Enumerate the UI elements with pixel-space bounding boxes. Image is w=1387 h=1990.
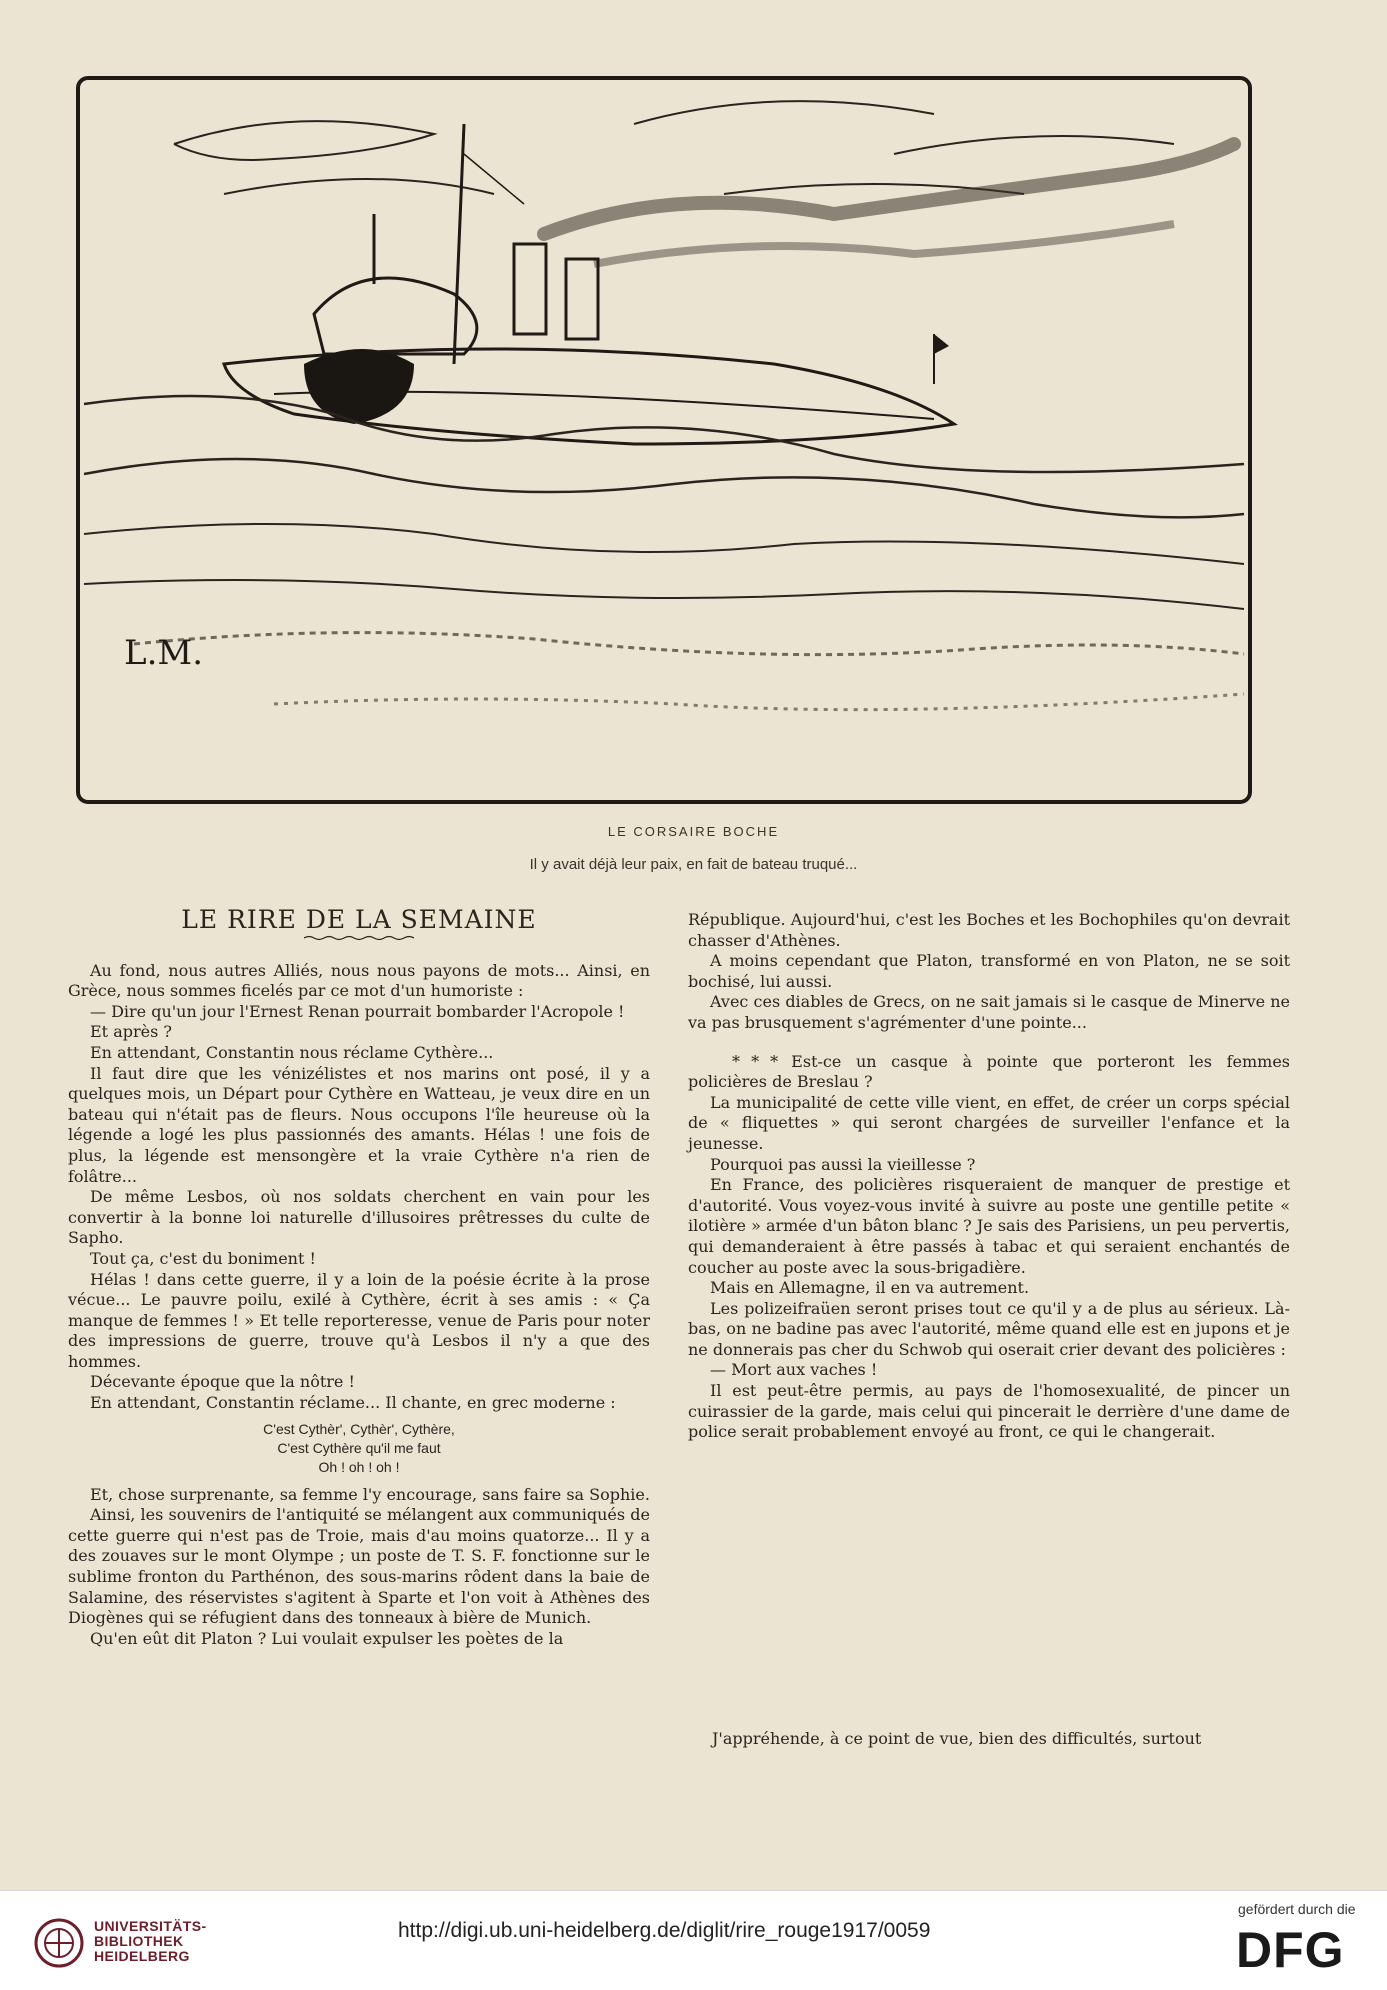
caption-subtitle: Il y avait déjà leur paix, en fait de bateau truqué...	[529, 856, 858, 873]
paragraph: Et, chose surprenante, sa femme l'y encourage, sans faire sa Sophie.	[90, 1484, 650, 1504]
library-name-line: HEIDELBERG	[94, 1948, 190, 1964]
spacer	[688, 1034, 1290, 1052]
article-title: LE RIRE DE LA SEMAINE	[181, 905, 537, 934]
paragraph: Ainsi, les souvenirs de l'antiquité se mélangent aux communiqués de cette guerre qui n'est pas de Troie, mais d'au moins quatorze... Il y a des zouaves sur le mont Olympe ; un poste de T. S. F. fonctionne sur le sublime fronton du Parthénon, des sous-marins rôdent dans la baie de Salamine, des réservistes s'agitent à Sparte et l'on voit à Athènes des Diogènes qui se réfugient dans des tonneaux à bière de Munich.	[68, 1505, 650, 1628]
paragraph: — Dire qu'un jour l'Ernest Renan pourrait bombarder l'Acropole !	[90, 1001, 625, 1021]
paragraph: Décevante époque que la nôtre !	[90, 1372, 355, 1392]
verse-line: C'est Cythèr', Cythèr', Cythère,	[263, 1420, 455, 1437]
paragraph: Pourquoi pas aussi la vieillesse ?	[710, 1154, 976, 1174]
paragraph: Les polizeifraüen seront prises tout ce qu'il y a de plus au sérieux. Là-bas, on ne badine pas avec l'autorité, même quand elle est en jupons et je ne donnerais pas cher du Schwob qui oserait crier devant des policières :	[688, 1298, 1290, 1359]
verse-line: C'est Cythère qu'il me faut	[277, 1439, 441, 1456]
paragraph	[688, 1052, 1290, 1093]
right-column	[688, 910, 1290, 1443]
paragraph: En attendant, Constantin réclame... Il chante, en grec moderne :	[90, 1393, 616, 1413]
paragraph: Avec ces diables de Grecs, on ne sait jamais si le casque de Minerve ne va pas brusquement s'agrémenter d'une pointe...	[688, 992, 1290, 1032]
paragraph: En attendant, Constantin nous réclame Cythère...	[90, 1042, 494, 1062]
paragraph: A moins cependant que Platon, transformé en von Platon, ne se soit bochisé, lui aussi.	[688, 951, 1290, 991]
caption-title: LE CORSAIRE BOCHE	[607, 824, 780, 839]
warship-drawing	[74, 64, 1256, 806]
library-logo[interactable]	[34, 1913, 394, 1973]
paragraph: Hélas ! dans cette guerre, il y a loin de la poésie écrite à la prose vécue... Le pauvre poilu, exilé à Cythère, écrit à ses amis : « Ça manque de femmes ! » Et telle reporteresse, venue de Paris pour noter des impressions de guerre, trouve qu'à Lesbos il n'y a que des hommes.	[68, 1269, 650, 1371]
cartoon-illustration	[74, 64, 1256, 806]
dfg-logo[interactable]: DFG	[1236, 1922, 1345, 1978]
library-name	[94, 1919, 207, 1964]
paragraph: Mais en Allemagne, il en va autrement.	[710, 1278, 1030, 1298]
paragraph: Au fond, nous autres Alliés, nous nous payons de mots... Ainsi, en Grèce, nous sommes ficelés par ce mot d'un humoriste :	[68, 960, 650, 1001]
paragraph: En France, des policières risqueraient de manquer de prestige et d'autorité. Vous voyez-vous invité à suivre au poste une gentille petite « ilotière » armée d'un bâton blanc ? Je sais des Parisiens, un peu pervertis, qui demanderaient à être passés à tabac et qui seraient enchantés de coucher au poste avec la sous-brigadière.	[688, 1175, 1290, 1277]
paragraph: Qu'en eût dit Platon ? Lui voulait expulser les poètes de la	[90, 1628, 564, 1648]
artist-signature: L.M.	[124, 633, 204, 673]
paragraph: Il faut dire que les vénizélistes et nos marins ont posé, il y a quelques mois, un Départ pour Cythère en Watteau, je veux dire en un bateau qui n'était pas de fleurs. Nous occupons l'île heureuse où la légende a logé les plus passionnés des amants. Hélas ! une fois de plus, la légende est mensongère et la vraie Cythère n'a rien de folâtre...	[68, 1063, 650, 1186]
section-stars: * * *	[732, 1051, 782, 1071]
title-ornament	[304, 935, 414, 941]
footer-bar	[0, 1890, 1387, 1990]
left-column	[68, 905, 650, 1649]
paragraph: De même Lesbos, où nos soldats cherchent en vain pour les convertir à la bonne loi naturelle d'illusoires prêtresses du culte de Sapho.	[68, 1187, 650, 1248]
library-name-line: BIBLIOTHEK	[94, 1933, 184, 1949]
source-url-link[interactable]: http://digi.ub.uni-heidelberg.de/diglit/rire_rouge1917/0059	[398, 1919, 931, 1942]
paragraph: La municipalité de cette ville vient, en effet, de créer un corps spécial de « fliquettes » qui seront chargées de surveiller l'enfance et la jeunesse.	[688, 1092, 1290, 1153]
paragraph: Tout ça, c'est du boniment !	[90, 1248, 316, 1268]
continued-line: J'appréhende, à ce point de vue, bien des difficultés, surtout	[712, 1729, 1202, 1748]
paragraph: Et après ?	[90, 1022, 172, 1042]
paragraph: — Mort aux vaches !	[710, 1360, 878, 1380]
verse-line: Oh ! oh ! oh !	[318, 1458, 400, 1475]
paragraph: Il est peut-être permis, au pays de l'homosexualité, de pincer un cuirassier de la garde, mais celui qui pincerait le derrière d'une dame de police serait probablement envoyé au front, ce qui le changerait.	[688, 1381, 1290, 1442]
funded-by-label: gefördert durch die	[1238, 1901, 1356, 1917]
paragraph: République. Aujourd'hui, c'est les Boches et les Bochophiles qu'on devrait chasser d'Athènes.	[688, 910, 1290, 950]
library-name-line: UNIVERSITÄTS-	[94, 1918, 207, 1934]
paragraph-text: Est-ce un casque à pointe que porteront les femmes policières de Breslau ?	[688, 1051, 1290, 1092]
library-seal-icon	[34, 1917, 84, 1969]
verse-block	[68, 1420, 650, 1477]
